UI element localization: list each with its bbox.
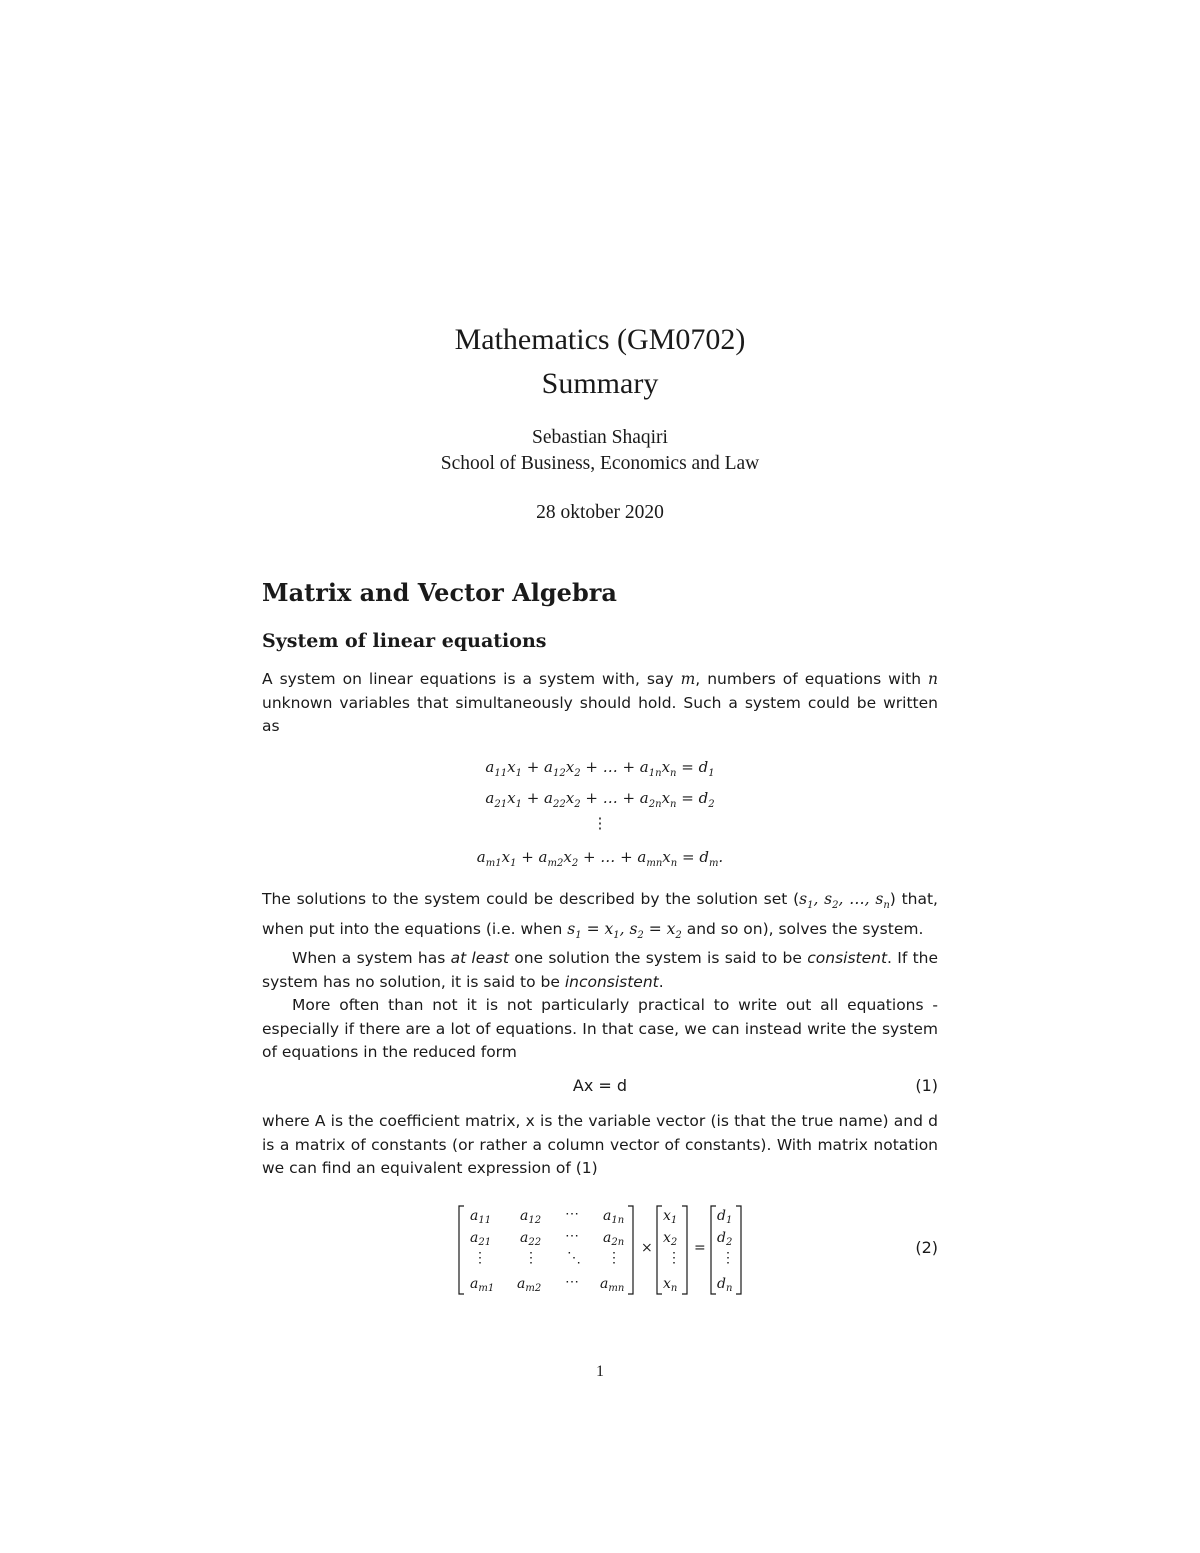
- matrix-a-left-bracket: [459, 1206, 464, 1294]
- matrix-a-cell: ⋮: [524, 1250, 538, 1266]
- vector-d-right-bracket: [736, 1206, 741, 1294]
- vector-d-cell: ⋮: [721, 1250, 735, 1266]
- matrix-a-cell: ⋮: [607, 1250, 621, 1266]
- vector-x-right-bracket: [682, 1206, 687, 1294]
- vertical-ellipsis: ⋮: [592, 814, 608, 832]
- matrix-a-cell: $a_{2n}$: [603, 1230, 625, 1248]
- matrix-a-cell: ⋯: [565, 1274, 579, 1290]
- vector-x-cell: $x_2$: [663, 1230, 678, 1248]
- vector-d-left-bracket: [711, 1206, 716, 1294]
- page-number: 1: [596, 1363, 604, 1380]
- matrix-a-cell: $a_{mn}$: [600, 1276, 625, 1294]
- vector-d-cell: $d_n$: [717, 1276, 733, 1294]
- paragraph-consistency: When a system has at least one solution the system is said to be consistent. If the system has no solution, it is said to be inconsistent.: [262, 949, 939, 991]
- matrix-a-cell: $a_{12}$: [520, 1208, 542, 1226]
- matrix-a-cell: $a_{11}$: [470, 1208, 492, 1226]
- matrix-a-cell: ⋯: [565, 1206, 579, 1222]
- equation-1: [262, 1076, 938, 1095]
- paragraph-block: [262, 888, 938, 1065]
- paragraph-intro: A system on linear equations is a system with, say m, numbers of equations with n unknown variables that simultaneously should hold. Such a system could be written as: [262, 670, 938, 735]
- author-block: [0, 425, 1200, 477]
- matrix-a-cell: ⋱: [567, 1250, 581, 1266]
- paragraph-reduced-form: More often than not it is not particularly practical to write out all equations - especially if there are a lot of equations. In that case, we can instead write the system of equations in the reduced form: [262, 996, 938, 1062]
- equation-1-number: (1): [915, 1076, 938, 1095]
- vector-x-cell: $x_1$: [663, 1208, 678, 1226]
- document-date: 28 oktober 2020: [536, 502, 664, 523]
- matrix-a-cell: $a_{m1}$: [470, 1276, 495, 1294]
- equation-2-number: (2): [915, 1238, 938, 1257]
- vector-d-cell: $d_1$: [717, 1208, 733, 1226]
- vector-x-left-bracket: [657, 1206, 662, 1294]
- equation-row-2: $a_{21}x_1 + a_{22}x_2$ + … + $a_{2n}x_n = d_2$: [485, 789, 715, 810]
- matrix-a-right-bracket: [628, 1206, 633, 1294]
- equation-1-body: Ax = d: [572, 1076, 628, 1095]
- author-name: Sebastian Shaqiri: [532, 427, 668, 448]
- paragraph-matrix-notation: where A is the coefficient matrix, x is the variable vector (is that the true name) and d is a matrix of constants (or rather a column vector of constants). With matrix notation we can find an equivalent expression of (1): [262, 1112, 938, 1177]
- matrix-equation: [440, 1200, 760, 1300]
- equals-symbol: =: [694, 1240, 706, 1256]
- equation-row-m: $a_{m1}x_1 + a_{m2}x_2$ + … + $a_{mn}x_n = d_m$.: [476, 848, 724, 869]
- matrix-a-cell: ⋯: [565, 1228, 579, 1244]
- vector-x-cell: ⋮: [667, 1250, 681, 1266]
- document-subtitle: Summary: [541, 367, 659, 400]
- section-title: Matrix and Vector Algebra: [262, 578, 617, 607]
- times-symbol: ×: [641, 1240, 653, 1256]
- matrix-a-cell: $a_{1n}$: [603, 1208, 625, 1226]
- matrix-a-cell: $a_{m2}$: [517, 1276, 542, 1294]
- document-title: Mathematics (GM0702): [454, 323, 746, 356]
- matrix-a-cell: ⋮: [473, 1250, 487, 1266]
- equation-row-1: $a_{11}x_1 + a_{12}x_2$ + … + $a_{1n}x_n = d_1$: [485, 758, 715, 779]
- matrix-a-cell: $a_{21}$: [470, 1230, 492, 1248]
- subsection-title: System of linear equations: [262, 630, 547, 652]
- title-block: [0, 318, 1200, 406]
- paragraph-solutions: The solutions to the system could be described by the solution set ($s_1$, $s_2$, …, $s_n$) that, when put into the equations (i.e. when $s_1 = x_1$, $s_2 = x_2$ and so on), solves the system.: [262, 890, 938, 941]
- author-affiliation: School of Business, Economics and Law: [440, 453, 760, 474]
- vector-x-cell: $x_n$: [663, 1276, 678, 1294]
- matrix-a-cell: $a_{22}$: [520, 1230, 542, 1248]
- vector-d-cell: $d_2$: [717, 1230, 733, 1248]
